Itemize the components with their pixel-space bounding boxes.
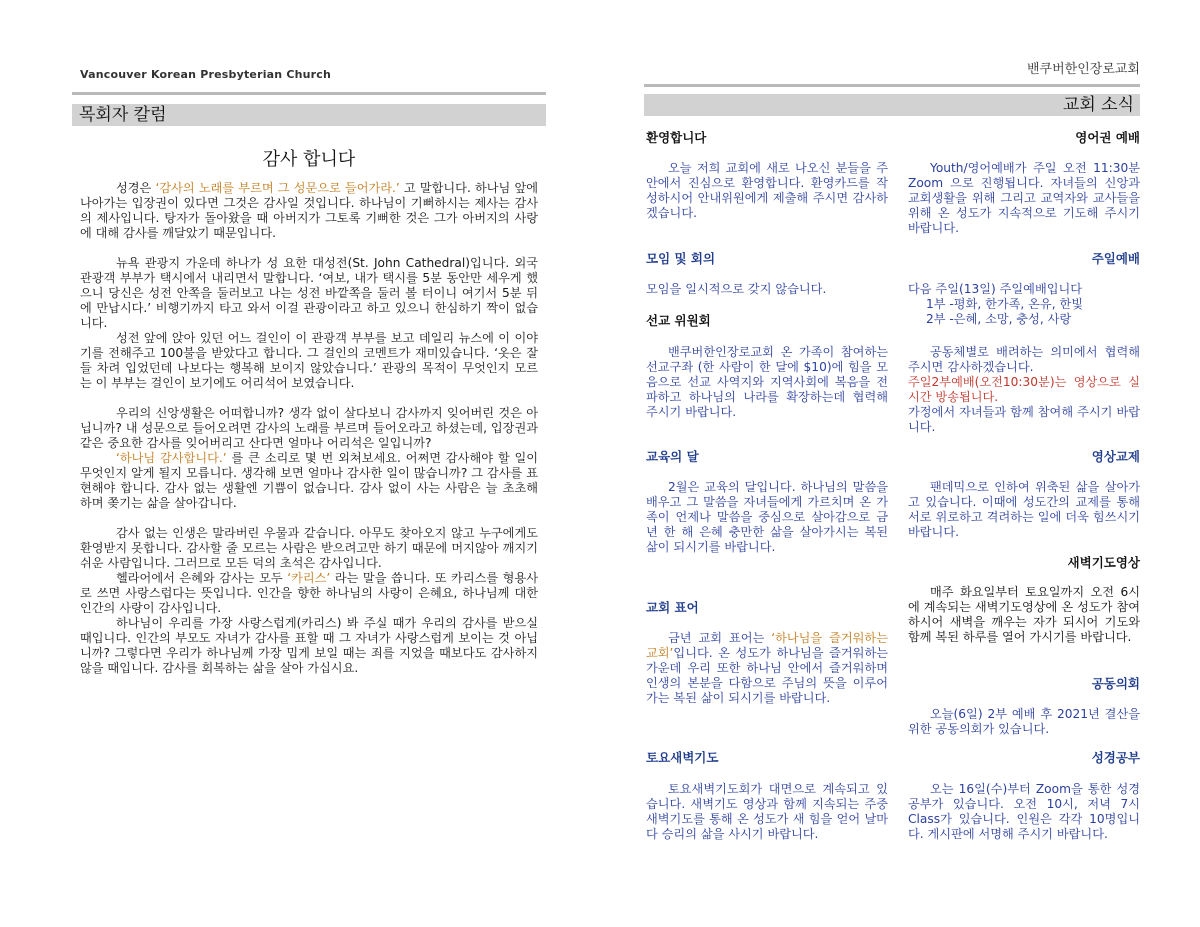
news-item-body: 오늘(6일) 2부 예배 후 2021년 결산을 위한 공동의회가 있습니다.: [908, 707, 1140, 736]
paragraph-text: 하나님이 우리를 가장 사랑스럽게(카리스) 봐 주실 때가 우리의 감사를 받으실 때입니다. 인간의 부모도 자녀가 감사를 표할 때 그 자녀가 사랑스럽게 보이는 것 아닙니까? 그렇다면 우리가 하나님께 가장 밉게 보일 때는 죄를 지었을 때보다도 감사하지 않을 때입니다. 감사를 회복하는 삶을 살아 가십시요.: [80, 616, 538, 675]
worship-line: 1부 -평화, 한가족, 온유, 한빛: [926, 297, 1084, 311]
news-item-title: 새벽기도영상: [1067, 555, 1140, 570]
column-paragraph: [80, 406, 538, 451]
pastor-column-section-bar: 목회자 칼럼: [72, 104, 546, 126]
paragraph-text: 성전 앞에 앉아 있던 어느 걸인이 이 관광객 부부를 보고 데일리 뉴스에 이 이야기를 전해주고 100불을 받았다고 합니다. 그 걸인의 코멘트가 재미있습니다. ‘옷은 잘들 차려 입었던데 나보다는 행복해 보이지 않았습니다.’ 관광의 목적이 무엇인지 모르는 이 부부는 걸인이 보기에도 어리석어 보였습니다.: [80, 331, 538, 390]
news-item-body: [646, 631, 888, 706]
news-item-body: 오늘 저희 교회에 새로 나오신 분들을 주 안에서 진심으로 환영합니다. 환영카드를 작성하시어 안내위원에게 제출해 주시면 감사하겠습니다.: [646, 161, 888, 220]
paragraph-text: 를 큰 소리로 몇 번 외쳐보세요. 어쩌면 감사해야 할 일이 무엇인지 알게 될지 모릅니다. 생각해 보면 얼마나 감사한 일이 많습니까? 그 감사를 표현해야 합니다. 감사 없는 생활엔 기쁨이 없습니다. 감사 없이 사는 사람은 늘 초초해 하며 쫒기는 삶을 살아갑니다.: [80, 451, 538, 510]
news-text: 공동체별로 배려하는 의미에서 협력해 주시면 감사하겠습니다.: [908, 345, 1140, 374]
news-item-title: 성경공부: [1091, 750, 1140, 765]
worship-line: 다음 주일(13일) 주일예배입니다: [908, 282, 1083, 296]
paragraph-text: 성경은: [116, 181, 156, 195]
news-text: 입니다. 온 성도가 하나님을 즐거워하는 가운데 우리 또한 하나님 안에서 즐거워하며 인생의 본분을 다함으로 주님의 뜻을 이루어가는 복된 삶이 되시기를 바랍니다.: [646, 646, 888, 705]
right-page: [600, 0, 1200, 927]
header-rule: [72, 92, 546, 95]
worship-line: 2부 -은혜, 소망, 충성, 사랑: [926, 312, 1072, 326]
paragraph-text: 감사 없는 인생은 말라버린 우물과 같습니다. 아무도 찾아오지 않고 누구에게도 환영받지 못합니다. 감사할 줄 모르는 사람은 받으려고만 하기 때문에 머지않아 깨지기 쉬운 사람입니다. 그러므로 모든 덕의 초석은 감사입니다.: [80, 526, 538, 570]
paragraph-text: 고 말합니다. 하나님 앞에 나아가는 입장권이 있다면 그것은 감사일 것입니다. 하나님이 기뻐하시는 제사는 감사의 제사입니다. 탕자가 돌아왔을 때 아버지가 그토록 기뻐한 것은 그가 아버지의 사랑에 대해 감사를 깨달았기 때문입니다.: [80, 181, 538, 240]
paragraph-text: 헬라어에서 은혜와 감사는 모두: [116, 571, 288, 585]
header-rule: [644, 84, 1140, 87]
column-paragraph: [80, 181, 538, 241]
highlighted-quote: ‘카리스’: [287, 571, 331, 585]
paragraph-text: 뉴욕 관광지 가운데 하나가 성 요한 대성전(St. John Cathedral)입니다. 외국 관광객 부부가 택시에서 내리면서 말합니다. ‘여보, 내가 택시를 5분 동안만 세우게 했으니 당신은 성전 안쪽을 둘러보고 나는 성전 바깥쪽을 둘러 볼 터이니 여기서 5분 뒤에 만납시다.’ 비행기까지 타고 와서 이걸 관광이라고 하고 있으니 한심하기 짝이 없습니다.: [80, 256, 538, 330]
news-item-body: [908, 345, 1140, 435]
news-item-title: 환영합니다: [646, 130, 707, 145]
news-item-title: 교회 표어: [646, 600, 699, 615]
news-item-title: 토요새벽기도: [646, 750, 719, 765]
news-item-body: 모임을 일시적으로 갖지 않습니다.: [646, 282, 827, 296]
paragraph-text: 라는 말을 씁니다. 또 카리스를 형용사로 쓰면 사랑스럽다는 뜻입니다. 인간을 향한 하나님의 사랑이 은혜요, 하나님께 대한 인간의 사랑이 감사입니다.: [80, 571, 539, 615]
news-item-title: 선교 위원회: [646, 313, 711, 328]
column-paragraph: [80, 451, 538, 511]
news-item-title: 영어권 예배: [1075, 130, 1140, 145]
news-item-title: 주일예배: [1091, 251, 1140, 266]
column-title: 감사 합니다: [262, 149, 356, 170]
news-item-body: 매주 화요일부터 토요일까지 오전 6시에 계속되는 새벽기도영상에 온 성도가 참여하시어 새벽을 깨우는 자가 되시어 기도와 함께 복된 하루를 열어 가시기를 바랍니다.: [908, 585, 1140, 644]
news-text: 금년 교회 표어는: [668, 631, 772, 645]
column-paragraph: [80, 526, 538, 571]
news-item-title: 교육의 달: [646, 449, 699, 464]
news-text: 가정에서 자녀들과 함께 참여해 주시기 바랍니다.: [908, 405, 1140, 434]
column-body: [80, 181, 538, 691]
emphasized-text: 주일2부예배(오전10:30분)는 영상으로 실시간 방송됩니다.: [908, 375, 1140, 404]
news-item-body: [908, 282, 1140, 327]
news-item-title: 모임 및 회의: [646, 251, 716, 266]
church-news-section-bar: 교회 소식: [644, 94, 1140, 116]
news-item-body: 오는 16일(수)부터 Zoom을 통한 성경공부가 있습니다. 오전 10시, 저녁 7시 Class가 있습니다. 인원은 각각 10명입니다. 게시판에 서명해 주시기 바랍니다.: [908, 782, 1140, 841]
column-paragraph: [80, 616, 538, 676]
news-item-body: 토요새벽기도회가 대면으로 계속되고 있습니다. 새벽기도 영상과 함께 지속되는 주중 새벽기도를 통해 온 성도가 새 힘을 얻어 날마다 승리의 삶을 사시기 바랍니다.: [646, 782, 888, 841]
column-paragraph: [80, 331, 538, 391]
news-item-body: 팬데믹으로 인하여 위축된 삶을 살아가고 있습니다. 이때에 성도간의 교제를 통해 서로 위로하고 격려하는 일에 더욱 힘쓰시기 바랍니다.: [908, 480, 1140, 539]
church-name-english: Vancouver Korean Presbyterian Church: [80, 68, 332, 81]
column-paragraph: [80, 571, 538, 616]
news-item-body: Youth/영어예배가 주일 오전 11:30분 Zoom 으로 진행됩니다. 자녀들의 신앙과 교회생활을 위해 그리고 교역자와 교사들을 위해 온 성도가 지속적으로 기도해 주시기 바랍니다.: [908, 161, 1140, 235]
news-item-title: 영상교제: [1091, 449, 1140, 464]
highlighted-quote: ‘하나님 감사합니다.’: [116, 451, 227, 465]
news-item-body: 밴쿠버한인장로교회 온 가족이 참여하는 선교구좌 (한 사람이 한 달에 $10)에 힘을 모음으로 선교 사역지와 지역사회에 복음을 전파하고 하나님의 나라를 확장하는데 협력해 주시기 바랍니다.: [646, 345, 888, 419]
news-item-body: 2월은 교육의 달입니다. 하나님의 말씀을 배우고 그 말씀을 자녀들에게 가르치며 온 가족이 언제나 말씀을 중심으로 살아감으로 금년 한 해 은혜 충만한 삶을 살아가시는 복된 삶이 되시기를 바랍니다.: [646, 480, 888, 554]
news-item-title: 공동의회: [1091, 676, 1140, 691]
emphasized-text: ‘하나님을 즐거워하는 교회’: [646, 631, 888, 660]
church-name-korean: 밴쿠버한인장로교회: [1026, 62, 1140, 77]
column-paragraph: [80, 256, 538, 331]
paragraph-text: 우리의 신앙생활은 어떠합니까? 생각 없이 살다보니 감사까지 잊어버린 것은 아닙니까? 내 성문으로 들어오려면 감사의 노래를 부르며 들어오라고 하셨는데, 입장권과 같은 중요한 감사를 잊어버리고 산다면 얼마나 어리석은 일입니까?: [80, 406, 538, 450]
highlighted-quote: ‘감사의 노래를 부르며 그 성문으로 들어가라.’: [155, 181, 400, 195]
